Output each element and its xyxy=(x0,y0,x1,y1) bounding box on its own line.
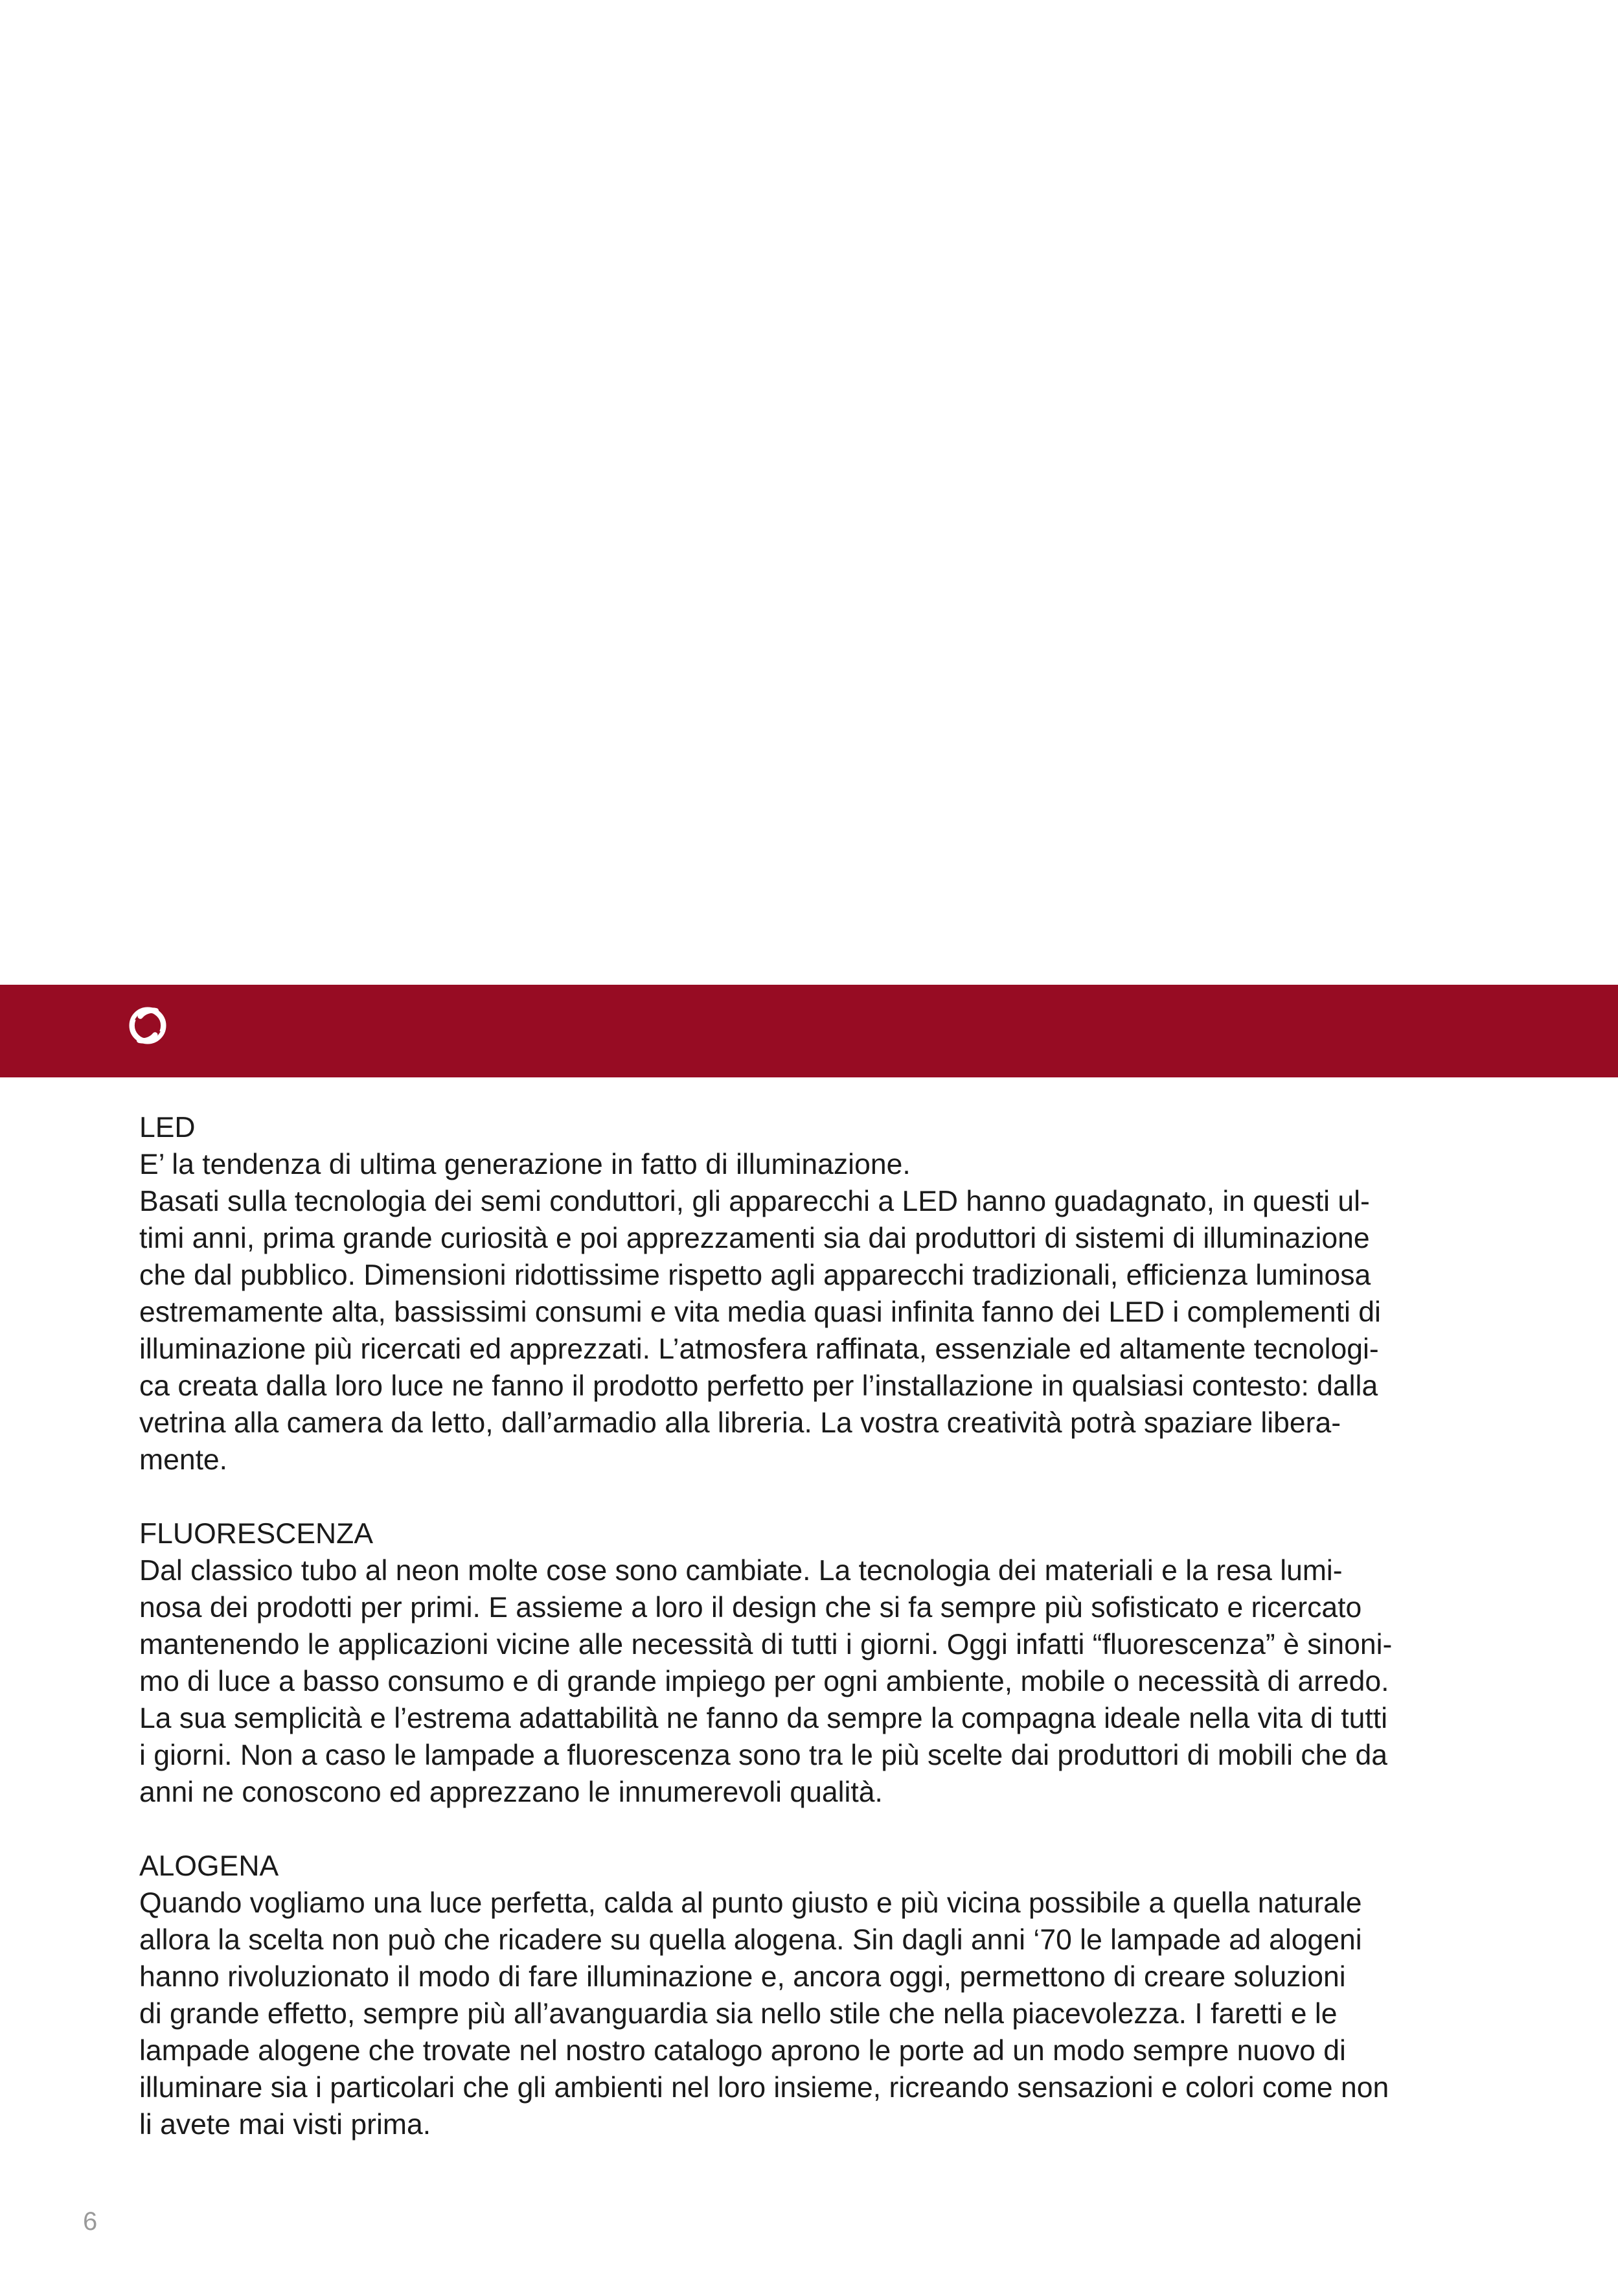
paragraph-line: ca creata dalla loro luce ne fanno il prodotto perfetto per l’installazione in qualsiasi contesto: dalla xyxy=(139,1370,1378,1402)
circular-arrows-logo-icon xyxy=(123,1001,172,1050)
section-body-fluorescenza xyxy=(139,1552,1487,1811)
paragraph-line: lampade alogene che trovate nel nostro catalogo aprono le porte ad un modo sempre nuovo di xyxy=(139,2035,1346,2067)
article-content xyxy=(139,1109,1487,2180)
paragraph-line: hanno rivoluzionato il modo di fare illuminazione e, ancora oggi, permettono di creare soluzioni xyxy=(139,1961,1346,1993)
paragraph-line: li avete mai visti prima. xyxy=(139,2109,431,2141)
paragraph-line: estremamente alta, bassissimi consumi e vita media quasi infinita fanno dei LED i complementi di xyxy=(139,1296,1381,1328)
section-led xyxy=(139,1109,1487,1478)
brand-band xyxy=(0,985,1618,1077)
paragraph-line: illuminazione più ricercati ed apprezzati. L’atmosfera raffinata, essenziale ed altamente tecnologi- xyxy=(139,1333,1379,1365)
section-fluorescenza xyxy=(139,1515,1487,1811)
paragraph-line: Dal classico tubo al neon molte cose sono cambiate. La tecnologia dei materiali e la resa lumi- xyxy=(139,1555,1343,1587)
paragraph-line: che dal pubblico. Dimensioni ridottissime rispetto agli apparecchi tradizionali, efficienza luminosa xyxy=(139,1259,1371,1291)
paragraph-line: vetrina alla camera da letto, dall’armadio alla libreria. La vostra creatività potrà spaziare libera- xyxy=(139,1407,1341,1439)
paragraph-line: mo di luce a basso consumo e di grande impiego per ogni ambiente, mobile o necessità di arredo. xyxy=(139,1666,1389,1697)
paragraph-line: nosa dei prodotti per primi. E assieme a loro il design che si fa sempre più sofisticato e ricercato xyxy=(139,1592,1362,1624)
section-body-alogena xyxy=(139,1885,1487,2143)
paragraph-line: timi anni, prima grande curiosità e poi apprezzamenti sia dai produttori di sistemi di illuminazione xyxy=(139,1223,1370,1254)
paragraph-line: La sua semplicità e l’estrema adattabilità ne fanno da sempre la compagna ideale nella vita di tutti xyxy=(139,1703,1387,1734)
paragraph-line: di grande effetto, sempre più all’avanguardia sia nello stile che nella piacevolezza. I faretti e le xyxy=(139,1998,1338,2030)
paragraph-line: Basati sulla tecnologia dei semi conduttori, gli apparecchi a LED hanno guadagnato, in questi ul- xyxy=(139,1186,1370,1217)
paragraph-line: allora la scelta non può che ricadere su quella alogena. Sin dagli anni ‘70 le lampade ad alogeni xyxy=(139,1924,1362,1956)
page-number: 6 xyxy=(83,2207,98,2236)
paragraph-line: Quando vogliamo una luce perfetta, calda al punto giusto e più vicina possibile a quella naturale xyxy=(139,1887,1362,1919)
section-title-fluorescenza: FLUORESCENZA xyxy=(139,1518,373,1550)
paragraph-line: mantenendo le applicazioni vicine alle necessità di tutti i giorni. Oggi infatti “fluorescenza” è sinoni- xyxy=(139,1629,1393,1660)
section-title-led: LED xyxy=(139,1112,196,1143)
section-alogena xyxy=(139,1848,1487,2143)
paragraph-line: mente. xyxy=(139,1444,228,1476)
paragraph-line: illuminare sia i particolari che gli ambienti nel loro insieme, ricreando sensazioni e colori come non xyxy=(139,2072,1389,2104)
section-title-alogena: ALOGENA xyxy=(139,1850,279,1882)
section-body-led xyxy=(139,1146,1487,1478)
paragraph-line: anni ne conoscono ed apprezzano le innumerevoli qualità. xyxy=(139,1776,883,1808)
paragraph-line: E’ la tendenza di ultima generazione in fatto di illuminazione. xyxy=(139,1149,911,1180)
paragraph-line: i giorni. Non a caso le lampade a fluorescenza sono tra le più scelte dai produttori di mobili che da xyxy=(139,1739,1387,1771)
